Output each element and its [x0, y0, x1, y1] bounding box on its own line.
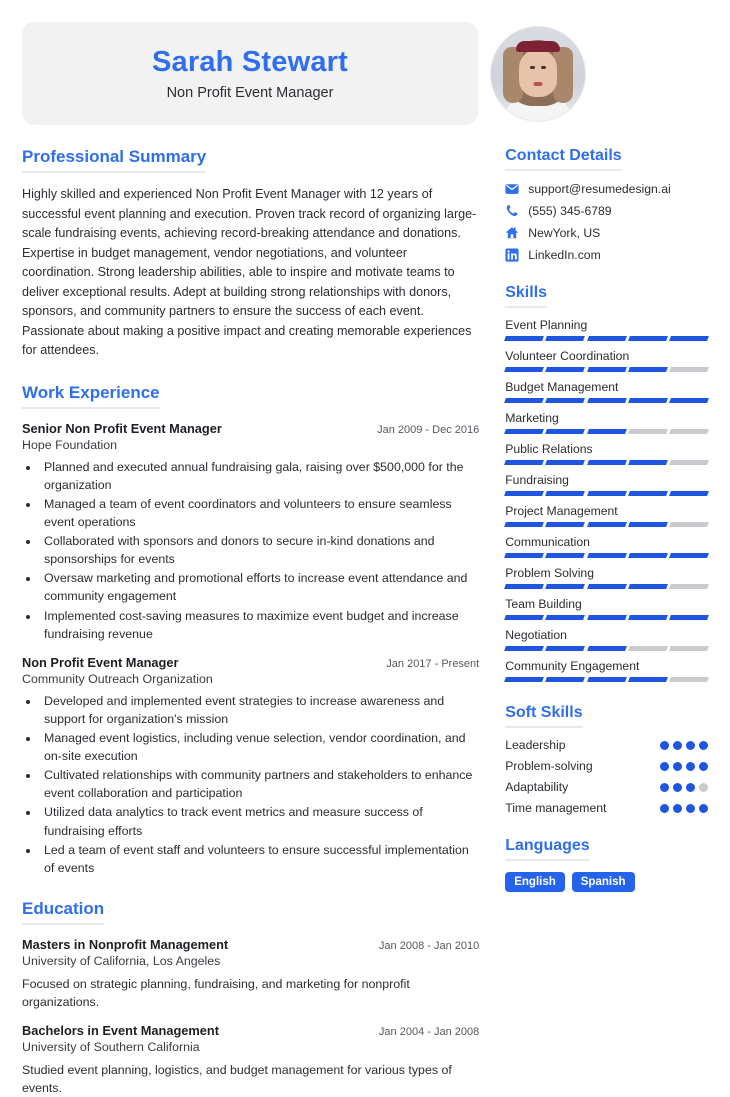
work-bullet: • Implemented cost-saving measures to maximize event budget and increase fundraising revenue — [40, 607, 479, 643]
skill-label: Public Relations — [505, 442, 593, 456]
candidate-name: Sarah Stewart — [151, 46, 348, 78]
skill-label: Volunteer Coordination — [505, 349, 630, 363]
education-degree: Bachelors in Event Management — [22, 1023, 219, 1039]
avatar-mouth — [534, 82, 543, 86]
education-description: Studied event planning, logistics, and budget management for various types of events. — [22, 1063, 452, 1096]
skill-segment — [545, 615, 585, 620]
skill-segment — [587, 429, 627, 434]
soft-skill-dot — [699, 783, 708, 792]
skill-label: Project Management — [505, 504, 618, 518]
skill-segment — [504, 615, 544, 620]
skill-segment — [628, 460, 668, 465]
contact-list — [505, 182, 708, 262]
contact-row[interactable] — [505, 182, 708, 196]
skill-level-bar — [505, 367, 708, 372]
skill-segment — [628, 553, 668, 558]
skill-segment — [587, 336, 627, 341]
skill-segment — [587, 584, 627, 589]
skill-level-bar — [505, 615, 708, 620]
education-entry-list — [22, 937, 479, 1097]
skill-segment — [669, 491, 709, 496]
skill-segment — [545, 429, 585, 434]
avatar-headband — [516, 41, 560, 52]
soft-skill-rating — [660, 804, 708, 813]
skill-segment — [587, 398, 627, 403]
soft-skill-dot — [660, 762, 669, 771]
name-panel — [22, 22, 478, 125]
skill-segment — [628, 398, 668, 403]
education-section — [22, 899, 479, 1097]
skill-segment — [628, 615, 668, 620]
education-heading: Education — [22, 899, 104, 925]
skill-segment — [504, 429, 544, 434]
skill-item — [505, 535, 708, 558]
left-column — [22, 125, 497, 1097]
work-entry-date: Jan 2009 - Dec 2016 — [377, 423, 480, 436]
skills-heading: Skills — [505, 284, 547, 308]
skill-segment — [504, 336, 544, 341]
soft-skill-label: Problem-solving — [505, 759, 593, 773]
summary-section — [22, 147, 479, 361]
skill-level-bar — [505, 429, 708, 434]
summary-heading: Professional Summary — [22, 147, 206, 173]
work-bullet: • Cultivated relationships with community partners and stakeholders to enhance event collaboration and participation — [40, 766, 479, 802]
skill-segment — [587, 522, 627, 527]
soft-skill-dot — [673, 762, 682, 771]
skill-segment — [669, 646, 709, 651]
skills-list — [505, 318, 708, 682]
soft-skill-item — [505, 780, 708, 794]
envelope-icon — [505, 182, 519, 196]
work-entry-header — [22, 421, 479, 436]
work-entry-header — [22, 655, 479, 670]
skill-segment — [669, 398, 709, 403]
skill-item — [505, 411, 708, 434]
work-entry — [22, 421, 479, 643]
skill-segment — [669, 615, 709, 620]
soft-skill-dot — [699, 741, 708, 750]
work-entry — [22, 655, 479, 877]
education-date: Jan 2004 - Jan 2008 — [378, 1026, 480, 1039]
contact-value: support@resumedesign.ai — [528, 182, 671, 196]
soft-skill-label: Time management — [505, 801, 607, 815]
soft-skill-item — [505, 738, 708, 752]
skill-label: Budget Management — [505, 380, 619, 394]
soft-skills-heading: Soft Skills — [505, 704, 582, 728]
education-entry-header — [22, 1023, 479, 1038]
skill-item — [505, 504, 708, 527]
work-bullet: • Managed a team of event coordinators and volunteers to ensure seamless event operations — [40, 495, 479, 531]
skill-segment — [504, 460, 544, 465]
work-bullet: • Managed event logistics, including venue selection, vendor coordination, and on-site execution — [40, 729, 479, 765]
skill-segment — [545, 336, 585, 341]
skill-level-bar — [505, 646, 708, 651]
skill-segment — [504, 491, 544, 496]
skill-segment — [504, 553, 544, 558]
soft-skill-dot — [686, 762, 695, 771]
skill-item — [505, 318, 708, 341]
work-section — [22, 383, 479, 877]
work-entry-org: Community Outreach Organization — [22, 671, 213, 686]
skill-level-bar — [505, 336, 708, 341]
skill-segment — [545, 460, 585, 465]
education-entry — [22, 1023, 479, 1097]
skill-segment — [587, 491, 627, 496]
skill-item — [505, 380, 708, 403]
skill-segment — [628, 646, 668, 651]
skill-segment — [545, 398, 585, 403]
skill-segment — [504, 522, 544, 527]
skill-segment — [545, 522, 585, 527]
skill-segment — [669, 584, 709, 589]
skill-segment — [587, 615, 627, 620]
skill-segment — [587, 460, 627, 465]
education-date: Jan 2008 - Jan 2010 — [378, 939, 480, 952]
languages-heading: Languages — [505, 837, 589, 861]
contact-row[interactable] — [505, 226, 708, 240]
skill-label: Problem Solving — [505, 566, 594, 580]
work-bullet: • Developed and implemented event strategies to increase awareness and support for organization's mission — [40, 692, 479, 728]
work-bullet: • Utilized data analytics to track event metrics and measure success of fundraising efforts — [40, 803, 479, 839]
soft-skill-dot — [673, 804, 682, 813]
skill-label: Event Planning — [505, 318, 588, 332]
soft-skill-item — [505, 801, 708, 815]
contact-row[interactable] — [505, 248, 708, 262]
soft-skill-dot — [660, 783, 669, 792]
home-icon — [505, 226, 519, 240]
skill-level-bar — [505, 584, 708, 589]
soft-skill-item — [505, 759, 708, 773]
skill-level-bar — [505, 491, 708, 496]
language-badge: Spanish — [572, 872, 635, 892]
skills-section — [505, 284, 708, 682]
contact-value: (555) 345-6789 — [528, 204, 612, 218]
phone-icon — [505, 204, 519, 218]
candidate-role: Non Profit Event Manager — [166, 85, 334, 101]
skill-label: Negotiation — [505, 628, 567, 642]
work-entry-org: Hope Foundation — [22, 437, 118, 452]
skill-item — [505, 566, 708, 589]
right-column — [497, 125, 708, 1097]
skill-level-bar — [505, 553, 708, 558]
soft-skill-dot — [673, 783, 682, 792]
skill-segment — [628, 491, 668, 496]
skill-item — [505, 659, 708, 682]
skill-item — [505, 628, 708, 651]
education-school: University of California, Los Angeles — [22, 953, 221, 968]
soft-skills-section — [505, 704, 708, 815]
skill-segment — [504, 646, 544, 651]
skill-label: Fundraising — [505, 473, 569, 487]
contact-value: NewYork, US — [528, 226, 601, 240]
education-entry — [22, 937, 479, 1011]
soft-skills-list — [505, 738, 708, 815]
soft-skill-label: Leadership — [505, 738, 566, 752]
skill-label: Team Building — [505, 597, 582, 611]
skill-segment — [545, 646, 585, 651]
skill-segment — [504, 367, 544, 372]
education-description: Focused on strategic planning, fundraising, and marketing for nonprofit organizations. — [22, 976, 410, 1009]
soft-skill-dot — [660, 741, 669, 750]
work-bullet: • Collaborated with sponsors and donors to secure in-kind donations and sponsorships for events — [40, 532, 479, 568]
skill-level-bar — [505, 460, 708, 465]
work-entry-title: Non Profit Event Manager — [22, 654, 179, 670]
skill-segment — [669, 336, 709, 341]
skill-segment — [545, 367, 585, 372]
avatar-face — [519, 49, 557, 97]
skill-segment — [587, 646, 627, 651]
skill-segment — [669, 553, 709, 558]
work-bullet-list — [40, 458, 479, 643]
soft-skill-dot — [699, 762, 708, 771]
skill-segment — [545, 584, 585, 589]
skill-segment — [504, 398, 544, 403]
skill-segment — [669, 677, 709, 682]
skill-segment — [504, 677, 544, 682]
skill-label: Community Engagement — [505, 659, 640, 673]
skill-segment — [669, 522, 709, 527]
skill-item — [505, 597, 708, 620]
skill-segment — [669, 460, 709, 465]
work-bullet: • Oversaw marketing and promotional efforts to increase event attendance and community engagement — [40, 569, 479, 605]
contact-row[interactable] — [505, 204, 708, 218]
resume-header — [22, 22, 708, 125]
work-bullet: • Planned and executed annual fundraising gala, raising over $500,000 for the organization — [40, 458, 479, 494]
soft-skill-dot — [673, 741, 682, 750]
work-entry-date: Jan 2017 - Present — [386, 657, 480, 670]
skill-segment — [628, 429, 668, 434]
skill-level-bar — [505, 522, 708, 527]
contact-section — [505, 147, 708, 262]
avatar-eye-right — [541, 66, 546, 69]
skill-level-bar — [505, 677, 708, 682]
soft-skill-dot — [686, 804, 695, 813]
skill-segment — [545, 491, 585, 496]
work-bullet: • Led a team of event staff and volunteers to ensure successful implementation of events — [40, 841, 479, 877]
soft-skill-rating — [660, 741, 708, 750]
skill-label: Marketing — [505, 411, 559, 425]
skill-segment — [669, 429, 709, 434]
skill-segment — [587, 367, 627, 372]
skill-segment — [545, 553, 585, 558]
education-entry-header — [22, 937, 479, 952]
skill-segment — [628, 367, 668, 372]
skill-segment — [587, 553, 627, 558]
skill-item — [505, 349, 708, 372]
soft-skill-dot — [686, 741, 695, 750]
work-entry-title: Senior Non Profit Event Manager — [22, 420, 222, 436]
soft-skill-dot — [660, 804, 669, 813]
languages-section — [505, 837, 708, 892]
education-degree: Masters in Nonprofit Management — [22, 936, 229, 952]
skill-segment — [545, 677, 585, 682]
skill-item — [505, 473, 708, 496]
linkedin-icon — [505, 248, 519, 262]
language-badge: English — [505, 872, 565, 892]
languages-list — [505, 872, 708, 892]
soft-skill-label: Adaptability — [505, 780, 569, 794]
soft-skill-dot — [686, 783, 695, 792]
soft-skill-rating — [660, 762, 708, 771]
contact-value: LinkedIn.com — [528, 248, 601, 262]
skill-label: Communication — [505, 535, 590, 549]
skill-segment — [504, 584, 544, 589]
education-school: University of Southern California — [22, 1040, 200, 1055]
avatar — [490, 26, 586, 122]
work-bullet-list — [40, 692, 479, 877]
skill-item — [505, 442, 708, 465]
skill-segment — [669, 367, 709, 372]
summary-text: Highly skilled and experienced Non Profit Event Manager with 12 years of successful event planning and execution. Proven track record of organizing large-scale fundraising events, achieving record-breaking attendance and donations. Expertise in budget management, vendor negotiations, and volunteer coordination. Strong leadership abilities, able to inspire and motivate teams to deliver exceptional results. Adept at building strong relationships with donors, sponsors, and community partners to ensure the success of each event. Passionate about making a positive impact and creating memorable experiences for attendees. — [22, 187, 477, 358]
skill-segment — [628, 677, 668, 682]
work-heading: Work Experience — [22, 383, 160, 409]
soft-skill-dot — [699, 804, 708, 813]
soft-skill-rating — [660, 783, 708, 792]
skill-segment — [628, 336, 668, 341]
skill-level-bar — [505, 398, 708, 403]
contact-heading: Contact Details — [505, 147, 621, 171]
skill-segment — [628, 522, 668, 527]
work-entry-list — [22, 421, 479, 877]
avatar-eye-left — [530, 66, 535, 69]
skill-segment — [628, 584, 668, 589]
skill-segment — [587, 677, 627, 682]
